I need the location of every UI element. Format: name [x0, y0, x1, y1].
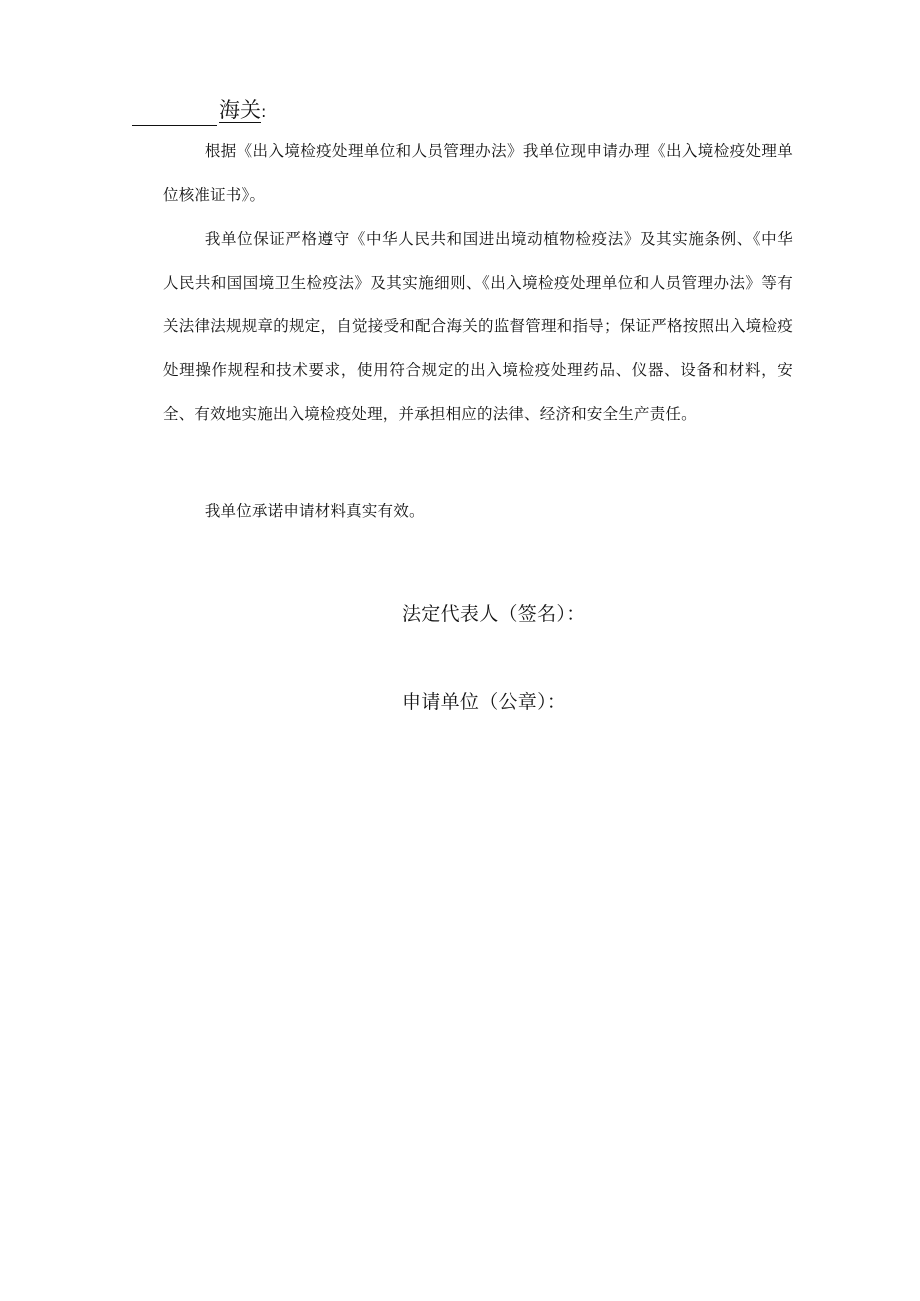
applicant-unit-seal-label: 申请单位（公章）： [402, 691, 567, 713]
salutation-colon: : [261, 102, 267, 121]
customs-name-blank [132, 105, 217, 126]
application-paragraph: 根据《出入境检疫处理单位和人员管理办法》我单位现申请办理《出入境检疫处理单位核准证书》。 [163, 142, 793, 204]
legal-representative-signature-label: 法定代表人（签名）： [402, 603, 586, 625]
salutation [132, 96, 266, 126]
commitment-paragraph: 我单位承诺申请材料真实有效。 [204, 502, 425, 520]
customs-label: 海关 [219, 98, 261, 122]
guarantee-paragraph: 我单位保证严格遵守《中华人民共和国进出境动植物检疫法》及其实施条例、《中华人民共和国国境卫生检疫法》及其实施细则、《出入境检疫处理单位和人员管理办法》等有关法律法规规章的规定，自觉接受和配合海关的监督管理和指导；保证严格按照出入境检疫处理操作规程和技术要求，使用符合规定的出入境检疫处理药品、仪器、设备和材料，安全、有效地实施出入境检疫处理，并承担相应的法律、经济和安全生产责任。 [163, 230, 793, 423]
